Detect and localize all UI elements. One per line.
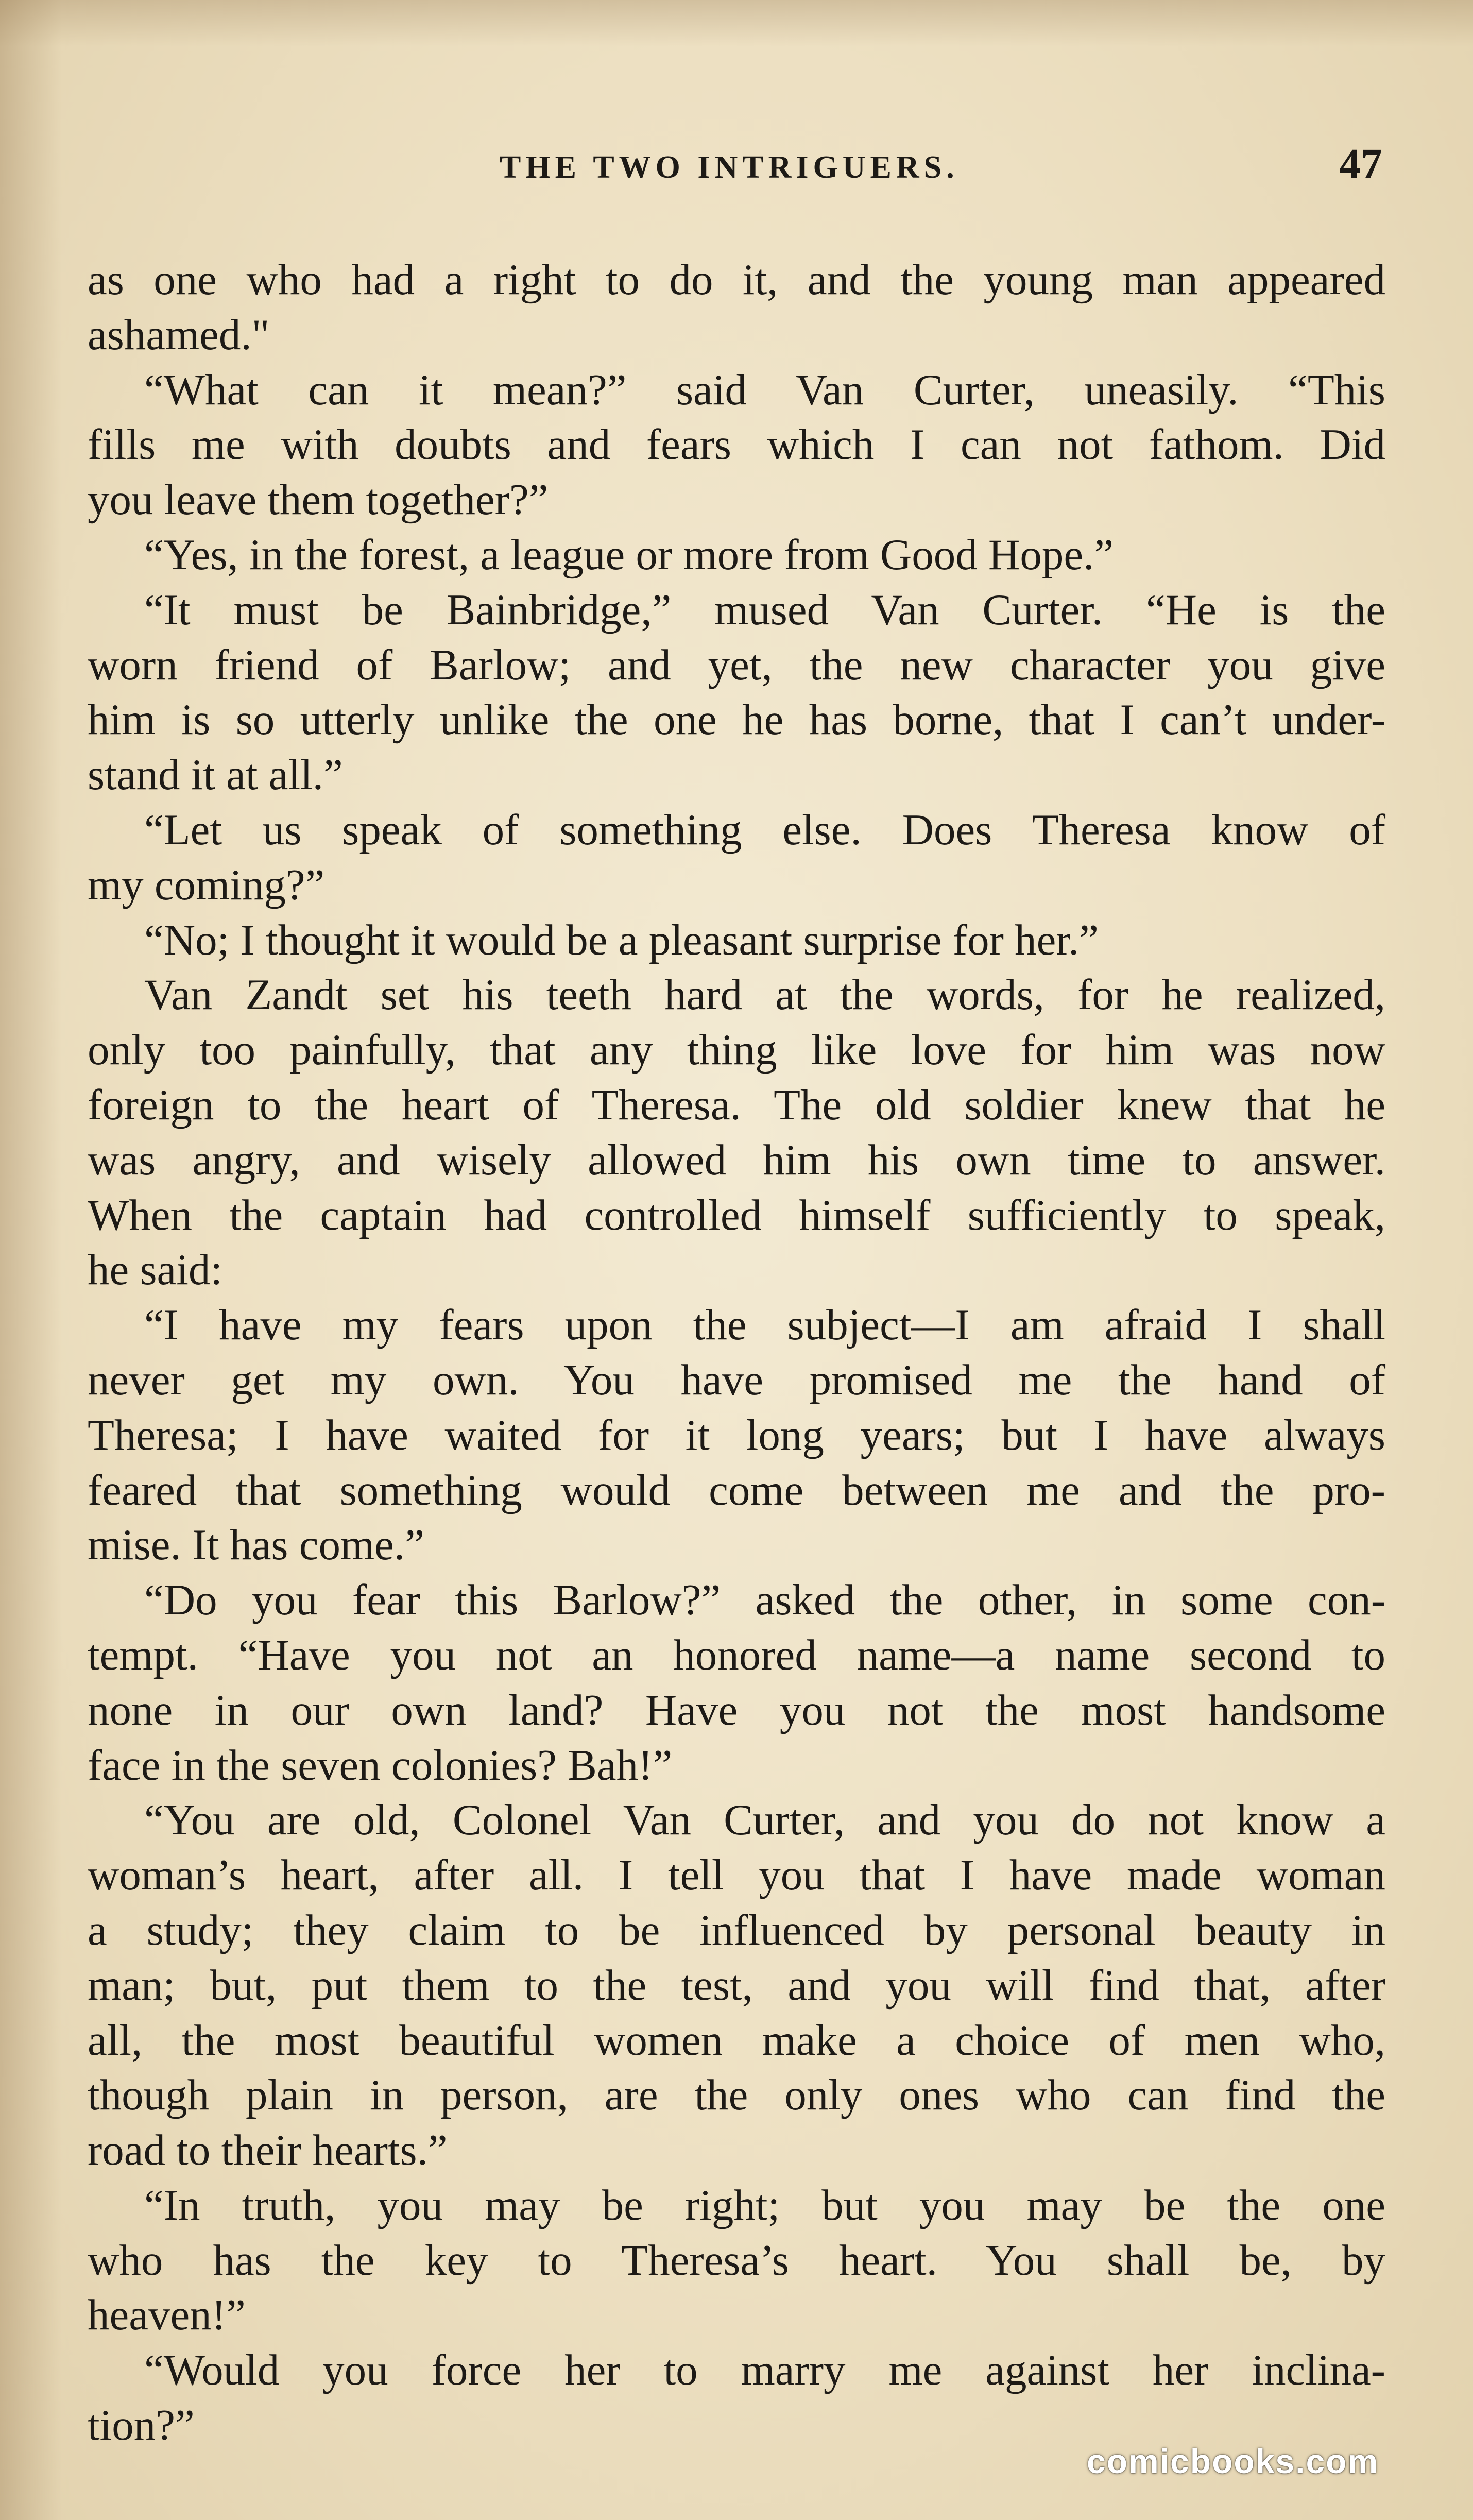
text-line: him is so utterly unlike the one he has borne, that I can’t under- [88,695,1385,744]
text-line: “I have my fears upon the subject—I am afraid I shall [144,1301,1385,1350]
text-line: worn friend of Barlow; and yet, the new character you give [88,640,1385,689]
text-line: tion?” [88,2401,195,2450]
text-line: ashamed." [88,310,270,359]
body-text [88,252,1385,2453]
text-line: who has the key to Theresa’s heart. You shall be, by [88,2236,1385,2285]
page-shadow-left [0,0,62,2520]
text-line: my coming?” [88,860,325,909]
text-line: “What can it mean?” said Van Curter, uneasily. “This [144,365,1385,414]
text-line: never get my own. You have promised me the hand of [88,1355,1385,1404]
page-shadow-top [0,0,1473,46]
text-line: face in the seven colonies? Bah!” [88,1741,673,1790]
text-line: Van Zandt set his teeth hard at the words, for he realized, [144,970,1385,1019]
text-line: a study; they claim to be influenced by personal beauty in [88,1905,1385,1954]
watermark: comicbooks.com [1087,2442,1379,2480]
text-line: only too painfully, that any thing like love for him was now [88,1026,1385,1075]
text-line: “Let us speak of something else. Does Theresa know of [144,805,1385,854]
text-line: was angry, and wisely allowed him his own time to answer. [88,1135,1385,1184]
text-line: “It must be Bainbridge,” mused Van Curter. “He is the [144,585,1385,634]
text-line: fills me with doubts and fears which I can not fathom. Did [88,420,1385,469]
text-line: as one who had a right to do it, and the young man appeared [88,256,1385,304]
text-line: “No; I thought it would be a pleasant surprise for her.” [144,915,1099,964]
text-line: mise. It has come.” [88,1521,424,1570]
text-line: woman’s heart, after all. I tell you that I have made woman [88,1851,1385,1900]
page-number: 47 [1339,140,1382,188]
text-line: stand it at all.” [88,751,343,799]
text-line: man; but, put them to the test, and you will find that, after [88,1961,1385,2010]
text-line: you leave them together?” [88,475,549,524]
text-line: though plain in person, are the only ones who can find the [88,2071,1385,2120]
text-line: Theresa; I have waited for it long years; but I have always [88,1410,1385,1459]
text-line: When the captain had controlled himself sufficiently to speak, [88,1190,1385,1239]
text-line: he said: [88,1246,223,1295]
text-line: tempt. “Have you not an honored name—a name second to [88,1630,1385,1679]
text-line: “Do you fear this Barlow?” asked the other, in some con- [144,1576,1385,1625]
text-line: “In truth, you may be right; but you may be the one [144,2181,1385,2229]
text-line: foreign to the heart of Theresa. The old soldier knew that he [88,1080,1385,1129]
text-line: heaven!” [88,2291,246,2340]
text-line: feared that something would come between me and the pro- [88,1466,1385,1514]
text-line: road to their hearts.” [88,2126,448,2175]
text-line: all, the most beautiful women make a choice of men who, [88,2016,1385,2065]
text-line: “Would you force her to marry me against her inclina- [144,2346,1385,2395]
text-line: none in our own land? Have you not the most handsome [88,1685,1385,1734]
running-title: THE TWO INTRIGUERS. [500,150,959,185]
text-line: “Yes, in the forest, a league or more from Good Hope.” [144,530,1114,579]
text-line: “You are old, Colonel Van Curter, and you do not know a [144,1796,1385,1845]
